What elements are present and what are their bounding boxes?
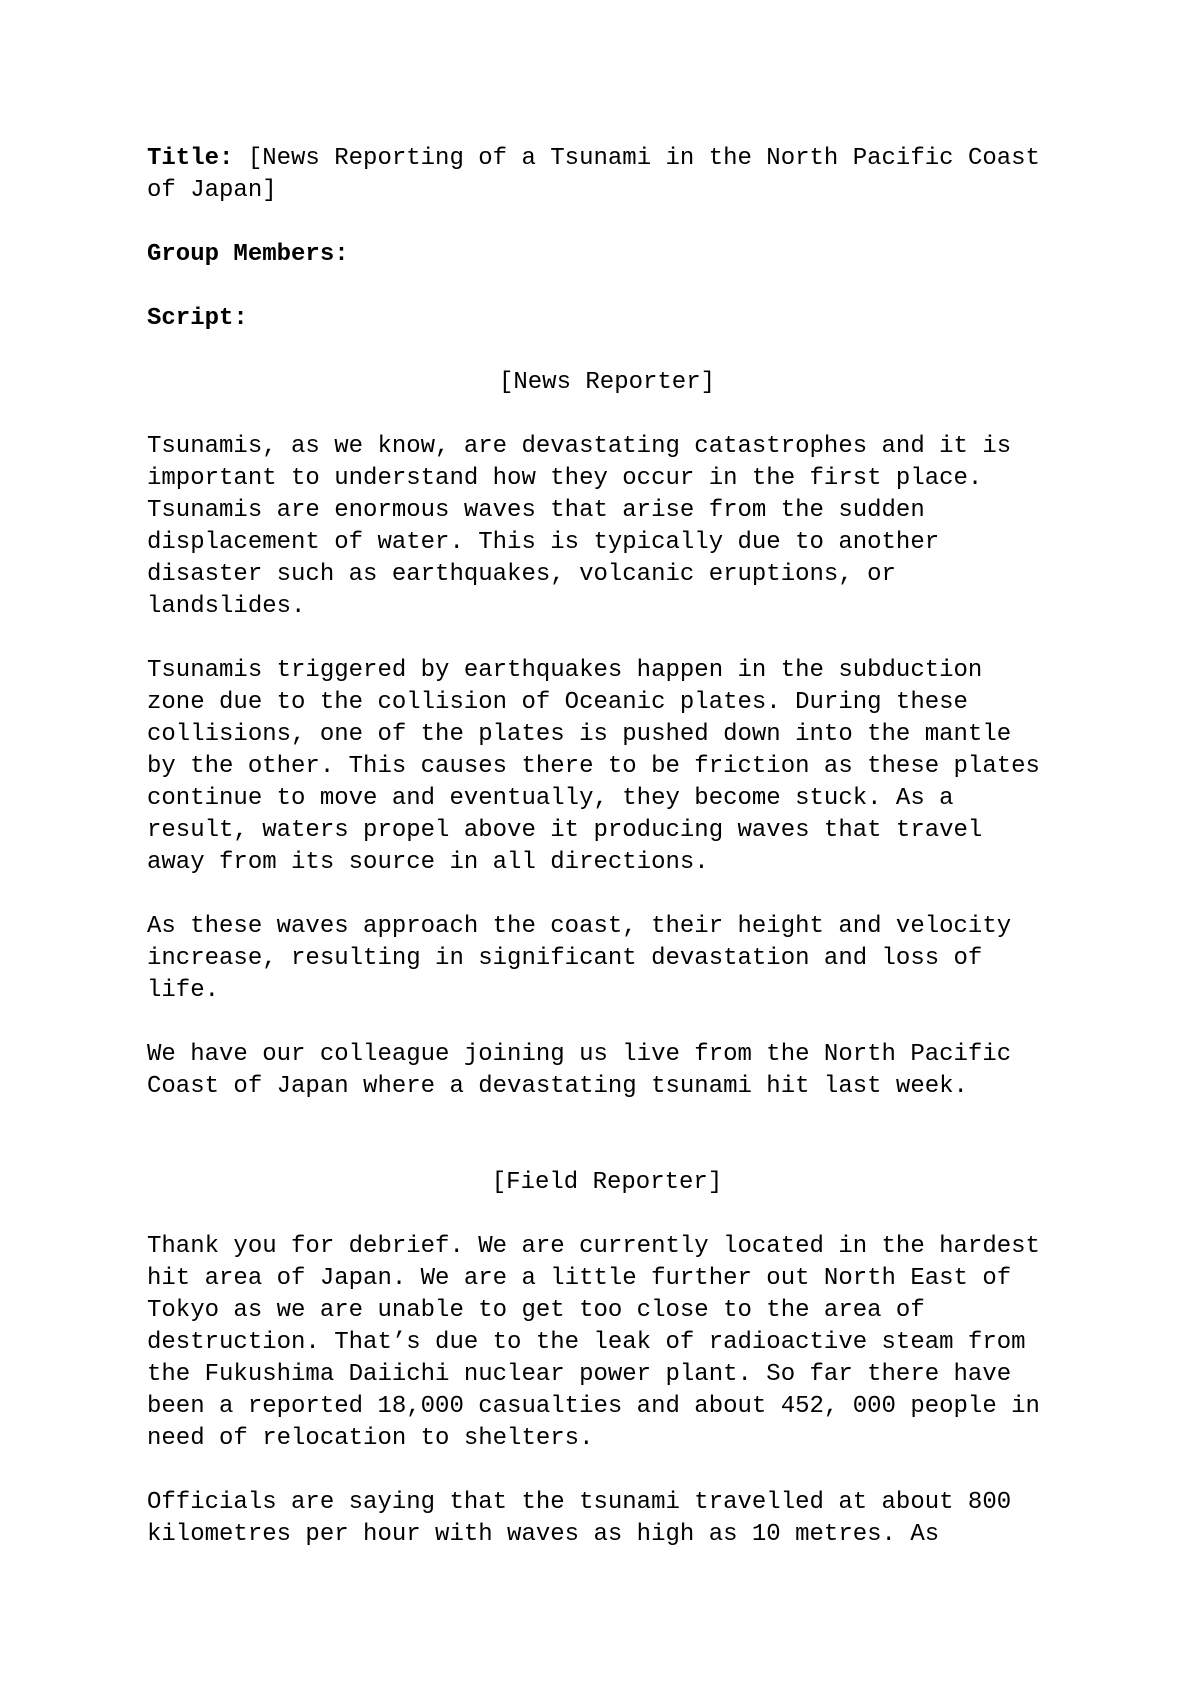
paragraph-line: Coast of Japan where a devastating tsunami hit last week. [147, 1073, 968, 1100]
paragraph-line: disaster such as earthquakes, volcanic eruptions, or [147, 561, 896, 588]
paragraph-line: important to understand how they occur in the first place. [147, 465, 983, 492]
paragraph-line: need of relocation to shelters. [147, 1425, 594, 1452]
group-members-block [147, 239, 1067, 271]
paragraph-line: increase, resulting in significant devastation and loss of [147, 945, 983, 972]
speaker-field-reporter: [Field Reporter] [491, 1169, 723, 1196]
field-paragraph-2 [147, 1487, 1067, 1551]
paragraph-line: Tsunamis are enormous waves that arise from the sudden [147, 497, 925, 524]
paragraph-line: Officials are saying that the tsunami travelled at about 800 [147, 1489, 1012, 1516]
title-text-1: [News Reporting of a Tsunami in the North Pacific Coast [233, 145, 1040, 172]
paragraph-line: Tsunamis triggered by earthquakes happen in the subduction [147, 657, 983, 684]
news-paragraph-4 [147, 1039, 1067, 1103]
paragraph-line: collisions, one of the plates is pushed down into the mantle [147, 721, 1012, 748]
title-line-2: of Japan] [147, 177, 277, 204]
paragraph-line: by the other. This causes there to be friction as these plates [147, 753, 1040, 780]
paragraph-line: away from its source in all directions. [147, 849, 709, 876]
paragraph-line: Tsunamis, as we know, are devastating catastrophes and it is [147, 433, 1012, 460]
document-body [147, 143, 1067, 1583]
field-paragraph-1 [147, 1231, 1067, 1455]
paragraph-line: result, waters propel above it producing waves that travel [147, 817, 983, 844]
title-label: Title: [147, 145, 234, 172]
paragraph-line: kilometres per hour with waves as high as 10 metres. As [147, 1521, 940, 1548]
script-block [147, 303, 1067, 335]
news-paragraph-2 [147, 655, 1067, 879]
paragraph-line: displacement of water. This is typically due to another [147, 529, 940, 556]
paragraph-line: been a reported 18,000 casualties and about 452, 000 people in [147, 1393, 1040, 1420]
paragraph-line: We have our colleague joining us live from the North Pacific [147, 1041, 1012, 1068]
paragraph-line: zone due to the collision of Oceanic plates. During these [147, 689, 968, 716]
paragraph-line: the Fukushima Daiichi nuclear power plant. So far there have [147, 1361, 1012, 1388]
paragraph-line: continue to move and eventually, they become stuck. As a [147, 785, 954, 812]
group-members-label: Group Members: [147, 241, 349, 268]
paragraph-line: As these waves approach the coast, their height and velocity [147, 913, 1012, 940]
paragraph-line: hit area of Japan. We are a little further out North East of [147, 1265, 1012, 1292]
paragraph-line: Thank you for debrief. We are currently located in the hardest [147, 1233, 1040, 1260]
news-paragraph-1 [147, 431, 1067, 623]
section-spacer [147, 1135, 1067, 1167]
speaker-news-reporter: [News Reporter] [498, 369, 716, 396]
title-block [147, 143, 1067, 207]
script-label: Script: [147, 305, 248, 332]
news-paragraph-3 [147, 911, 1067, 1007]
paragraph-line: Tokyo as we are unable to get too close to the area of [147, 1297, 925, 1324]
paragraph-line: destruction. That’s due to the leak of radioactive steam from [147, 1329, 1026, 1356]
title-line-1 [147, 143, 1067, 175]
paragraph-line: landslides. [147, 593, 306, 620]
paragraph-line: life. [147, 977, 220, 1004]
